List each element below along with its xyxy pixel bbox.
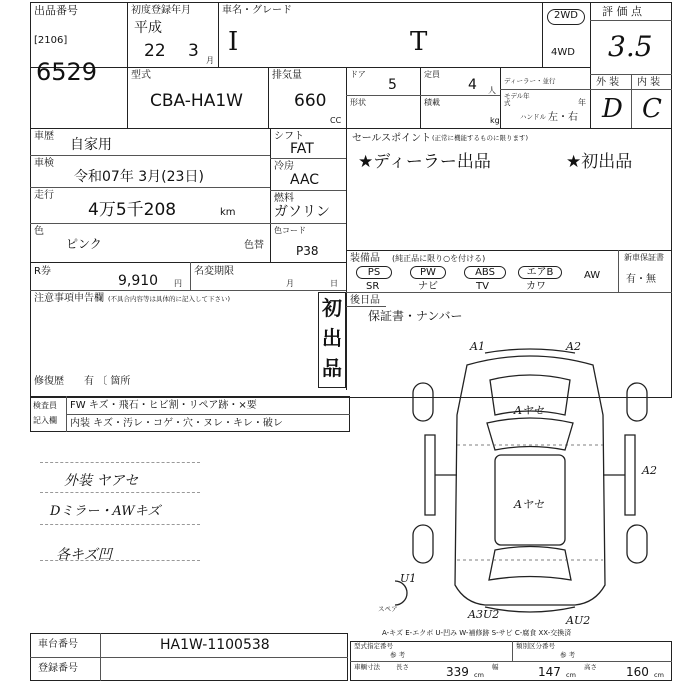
equipment-label: 装備品 [350,253,380,264]
handwritten-note: 外装 ヤアセ [64,473,139,489]
note-line [40,492,200,493]
door-label: ドア [350,70,366,79]
first-listing-char: 初 [322,296,342,320]
height-value: 160 [626,665,649,679]
equip-navi: ナビ [418,281,438,292]
repair-value: 有 〔 箇所 [84,376,131,387]
interior-label: 内 装 [637,77,661,88]
shape-label: 形状 [350,98,366,107]
notes-sub: (不具合内容等は具体的に記入して下さい) [108,295,231,303]
divider [618,250,619,292]
first-listing-char: 出 [322,326,342,350]
mileage-unit: km [220,207,236,218]
lot-number: 6529 [36,58,98,86]
lot-prefix: [2106] [34,35,68,46]
category-value: 参 考 [560,651,576,659]
equip-airbag: エアB [518,266,562,279]
divider [346,67,347,128]
note-line [40,462,200,463]
mileage-label: 走行 [34,190,54,201]
drive-4wd: 4WD [551,47,575,58]
divider [268,67,269,128]
divider [270,158,346,159]
selling-point-2: ★初出品 [566,152,633,172]
ac-value: AAC [290,172,320,188]
divider [30,223,346,224]
history-value: 自家用 [70,137,112,153]
inspector-int-row: 内装 キズ・汚レ・コゲ・穴・ヌレ・キレ・破レ [70,418,283,429]
divider [30,290,346,291]
divider [100,633,101,681]
fuel-value: ガソリン [274,204,330,220]
divider [30,657,348,658]
divider [420,67,421,128]
model-year-unit: 年 [578,98,586,107]
damage-mark: AU2 [566,614,591,627]
divider [350,661,672,662]
color-label: 色 [34,226,44,237]
model-label: 型式 [131,70,151,81]
divider [590,20,672,21]
dealer-label: ディーラー・並行 [504,77,556,85]
name-grade-label: 車名・グレード [222,5,292,16]
equip-ps: PS [356,266,392,279]
name-change-label: 名変期限 [194,266,234,277]
documents-value: 保証書・ナンバー [368,309,463,323]
width-unit: cm [566,671,576,679]
reg-month-unit: 月 [206,56,214,65]
displacement-label: 排気量 [272,70,302,81]
recycle-unit: 円 [174,279,182,288]
divider [270,128,271,262]
divider [30,262,346,263]
divider [66,414,350,415]
load-label: 積載 [424,98,440,107]
divider [512,641,513,661]
reg-year: 22 [144,41,166,61]
length-label: 長さ [396,663,409,671]
divider [500,89,590,90]
divider [631,74,632,128]
shift-label: シフト [274,131,304,142]
color-code-label: 色コード [274,226,306,235]
notes-label: 注意事項申告欄 [34,293,104,304]
chassis-label: 車台番号 [38,639,78,650]
equip-aw: AW [584,270,601,281]
equip-tv: TV [476,281,489,292]
warranty-value: 有・無 [626,274,656,285]
handle-label: ハンドル [520,113,546,121]
inspector-label-2: 記入欄 [33,416,57,425]
capacity-label: 定員 [424,70,440,79]
divider [30,128,672,129]
drive-2wd: 2WD [547,9,585,25]
score-value: 3.5 [608,30,653,63]
divider [346,292,672,293]
divider [127,2,128,128]
divider [346,95,500,96]
capacity-unit: 人 [488,86,496,95]
damage-mark: A3U2 [468,608,500,621]
damage-mark: U1 [400,572,417,585]
inspection-label: 車検 [34,158,54,169]
repair-label: 修復歴 [34,376,64,387]
type-designation-value: 参 考 [390,651,406,659]
handwritten-note: Dミラー・AWキズ [50,504,161,519]
length-value: 339 [446,665,469,679]
height-label: 高さ [584,663,597,671]
damage-legend: A-キズ E-エクボ U-凹み W-補修跡 S-サビ C-腐食 XX-交換済 [382,629,572,637]
color-change-label: 色替 [244,240,264,251]
displacement-unit: CC [330,116,342,125]
interior-grade: C [642,94,662,124]
load-unit: kg [490,116,500,125]
equip-sr: SR [366,281,380,292]
equipment-sub: (純正品に限り○を付ける) [392,254,486,263]
inspection-value: 令和07年 3月(23日) [74,169,204,185]
note-line [40,524,200,525]
handle-value: 左・右 [548,112,578,123]
shift-value: FAT [290,141,314,157]
chassis-value: HA1W-1100538 [160,637,270,653]
height-unit: cm [654,671,664,679]
selling-points-label: セールスポイント [352,133,432,144]
damage-mark: Aヤセ [514,404,544,417]
equip-pw: PW [410,266,446,279]
lot-label: 出品番号 [34,4,78,17]
displacement-value: 660 [294,91,327,111]
inspector-label-1: 検査員 [33,401,57,410]
recycle-label: R券 [34,266,51,277]
divider [30,187,270,188]
inspector-fw-row: FW キズ・飛石・ヒビ割・リペア跡・×要 [70,400,257,411]
score-label: 評 価 点 [602,5,642,18]
selling-point-1: ★ディーラー出品 [358,152,491,172]
note-line [40,560,200,561]
car-damage-diagram [395,335,665,625]
documents-label: 後日品 [350,295,380,306]
name-change-month: 月 [286,279,294,288]
damage-mark: A2 [642,464,657,477]
model-value: CBA-HA1W [150,91,243,111]
exterior-grade: D [602,94,623,124]
divider [190,262,191,290]
dims-label: 車輌寸法 [354,663,380,671]
equip-leather: カワ [526,281,546,292]
width-label: 幅 [492,663,499,671]
width-value: 147 [538,665,561,679]
capacity-value: 4 [468,77,477,93]
divider [346,250,672,251]
recycle-value: 9,910 [118,273,159,289]
warranty-label: 新車保証書 [624,253,664,262]
car-grade: T [410,27,428,57]
damage-mark: Aヤセ [514,498,544,511]
equip-abs: ABS [464,266,506,279]
divider [500,67,501,128]
type-designation-label: 型式指定番号 [354,642,393,650]
selling-points-sub: (正常に機能するものに限ります) [432,134,529,142]
door-value: 5 [388,77,397,93]
spare-label: スペア [378,605,398,613]
fuel-label: 燃料 [274,193,294,204]
divider [30,155,270,156]
length-unit: cm [474,671,484,679]
ac-label: 冷房 [274,161,294,172]
divider [346,128,347,390]
car-name: I [228,27,239,57]
first-reg-label: 初度登録年月 [131,5,191,16]
history-label: 車歴 [34,131,54,142]
divider [542,2,543,67]
first-listing-char: 品 [322,356,342,380]
color-value: ピンク [66,237,102,251]
damage-mark: A1 [470,340,485,353]
divider [346,306,386,307]
damage-mark: A2 [566,340,581,353]
name-change-day: 日 [330,279,338,288]
era: 平成 [134,20,162,36]
reg-month: 3 [188,41,199,61]
model-year-label: モデル年式 [504,92,530,107]
divider [30,67,590,68]
reg-number-label: 登録番号 [38,663,78,674]
divider [218,2,219,67]
divider [270,190,346,191]
handwritten-note: 各キズ凹 [56,547,112,563]
mileage-value: 4万5千208 [88,200,177,220]
category-label: 類別区分番号 [516,642,555,650]
color-code-value: P38 [296,244,319,258]
exterior-label: 外 装 [596,77,620,88]
